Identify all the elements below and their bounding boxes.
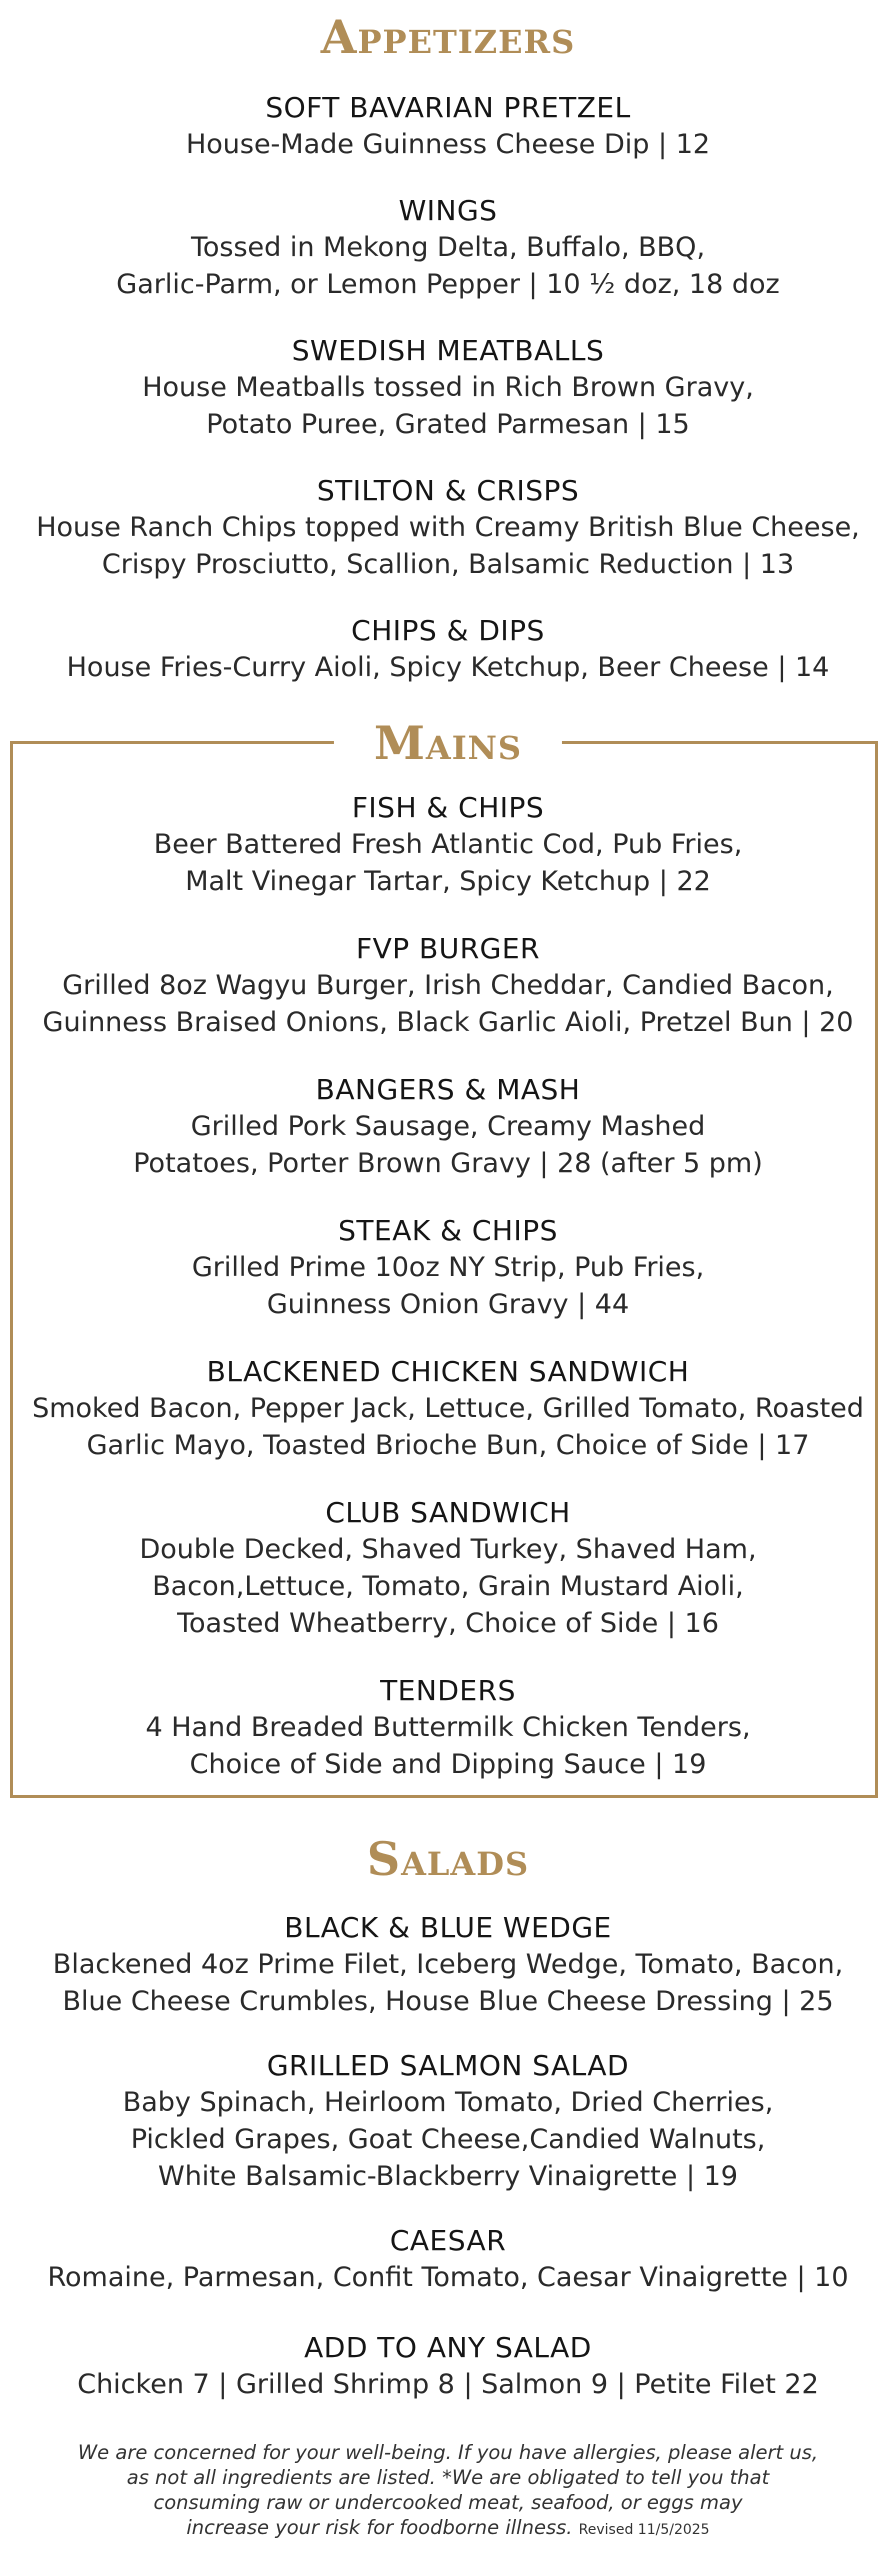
menu-item-black-blue-wedge	[0, 1910, 896, 2020]
item-name: BLACKENED CHICKEN SANDWICH	[206, 1355, 690, 1388]
appetizers-heading: Appetizers	[320, 10, 576, 64]
disclaimer-line: as not all ingredients are listed. *We are obligated to tell you that	[126, 2466, 770, 2489]
item-description: Grilled 8oz Wagyu Burger, Irish Cheddar, Candied Bacon,	[62, 970, 834, 1001]
item-description: Blackened 4oz Prime Filet, Iceberg Wedge, Tomato, Bacon,	[52, 1949, 844, 1980]
menu-item-caesar	[0, 2223, 896, 2296]
disclaimer-line-last	[0, 2515, 896, 2543]
item-name: TENDERS	[380, 1674, 516, 1707]
item-description: House Fries-Curry Aioli, Spicy Ketchup, Beer Cheese | 14	[66, 652, 830, 683]
salads-heading: Salads	[366, 1832, 530, 1886]
item-description: Beer Battered Fresh Atlantic Cod, Pub Fries,	[153, 829, 743, 860]
item-description: Grilled Prime 10oz NY Strip, Pub Fries,	[191, 1252, 705, 1283]
item-name: ADD TO ANY SALAD	[304, 2331, 592, 2364]
item-description: House Meatballs tossed in Rich Brown Gravy,	[142, 372, 754, 403]
item-description: Pickled Grapes, Goat Cheese,Candied Walnuts,	[130, 2124, 766, 2155]
item-description: Garlic-Parm, or Lemon Pepper | 10 ½ doz, 18 doz	[116, 269, 780, 300]
item-name: CAESAR	[389, 2224, 507, 2257]
item-name: BANGERS & MASH	[315, 1073, 581, 1106]
item-description: Baby Spinach, Heirloom Tomato, Dried Cherries,	[122, 2087, 774, 2118]
menu-item-fish-chips	[0, 790, 896, 900]
disclaimer-line: consuming raw or undercooked meat, seafood, or eggs may	[153, 2491, 743, 2514]
item-description: Smoked Bacon, Pepper Jack, Lettuce, Grilled Tomato, Roasted	[32, 1393, 864, 1424]
item-description: Grilled Pork Sausage, Creamy Mashed	[190, 1111, 706, 1142]
item-description: Toasted Wheatberry, Choice of Side | 16	[177, 1608, 719, 1639]
menu-item-wings	[0, 193, 896, 303]
item-description: Malt Vinegar Tartar, Spicy Ketchup | 22	[185, 866, 711, 897]
item-description: Guinness Braised Onions, Black Garlic Aioli, Pretzel Bun | 20	[42, 1007, 854, 1038]
item-description: Choice of Side and Dipping Sauce | 19	[189, 1749, 707, 1780]
menu-item-club-sandwich	[0, 1495, 896, 1642]
item-description: Blue Cheese Crumbles, House Blue Cheese Dressing | 25	[62, 1986, 834, 2017]
item-description: Potato Puree, Grated Parmesan | 15	[206, 409, 690, 440]
menu-item-grilled-salmon-salad	[0, 2048, 896, 2195]
item-description: White Balsamic-Blackberry Vinaigrette | 19	[158, 2161, 738, 2192]
item-name: STEAK & CHIPS	[338, 1214, 558, 1247]
item-description: House Ranch Chips topped with Creamy British Blue Cheese,	[36, 512, 860, 543]
item-name: WINGS	[398, 194, 498, 227]
item-description: Potatoes, Porter Brown Gravy | 28 (after 5 pm)	[133, 1148, 763, 1179]
item-name: CHIPS & DIPS	[351, 614, 545, 647]
item-description: Guinness Onion Gravy | 44	[266, 1289, 630, 1320]
item-description: Tossed in Mekong Delta, Buffalo, BBQ,	[190, 232, 706, 263]
item-name: FVP BURGER	[355, 932, 541, 965]
item-name: GRILLED SALMON SALAD	[266, 2049, 630, 2082]
mains-section	[0, 790, 896, 1814]
item-name: SWEDISH MEATBALLS	[291, 334, 605, 367]
menu-item-fvp-burger	[0, 931, 896, 1041]
menu-item-bangers-mash	[0, 1072, 896, 1182]
menu-item-soft-bavarian-pretzel	[0, 90, 896, 163]
revised-date: Revised 11/5/2025	[578, 2522, 710, 2538]
mains-heading: Mains	[334, 720, 562, 766]
allergy-disclaimer	[0, 2440, 896, 2543]
menu-item-stilton-crisps	[0, 473, 896, 583]
item-description: House-Made Guinness Cheese Dip | 12	[185, 129, 711, 160]
item-name: STILTON & CRISPS	[316, 474, 580, 507]
item-name: FISH & CHIPS	[351, 791, 545, 824]
disclaimer-line: We are concerned for your well-being. If you have allergies, please alert us,	[77, 2441, 819, 2464]
menu-item-chips-dips	[0, 613, 896, 686]
appetizers-section	[0, 90, 896, 716]
item-name: CLUB SANDWICH	[325, 1496, 571, 1529]
item-description: Bacon,Lettuce, Tomato, Grain Mustard Aioli,	[152, 1571, 744, 1602]
item-description: Garlic Mayo, Toasted Brioche Bun, Choice of Side | 17	[86, 1430, 810, 1461]
menu-item-tenders	[0, 1673, 896, 1783]
menu-item-swedish-meatballs	[0, 333, 896, 443]
item-description: Crispy Prosciutto, Scallion, Balsamic Reduction | 13	[101, 549, 795, 580]
menu-item-steak-chips	[0, 1213, 896, 1323]
item-name: BLACK & BLUE WEDGE	[284, 1911, 612, 1944]
salads-section	[0, 1910, 896, 2324]
add-to-salad-section	[0, 2330, 896, 2403]
disclaimer-line: increase your risk for foodborne illness.	[186, 2516, 573, 2539]
item-description: Romaine, Parmesan, Confit Tomato, Caesar Vinaigrette | 10	[47, 2262, 849, 2293]
item-description: 4 Hand Breaded Buttermilk Chicken Tenders,	[145, 1712, 751, 1743]
item-description: Double Decked, Shaved Turkey, Shaved Ham,	[139, 1534, 757, 1565]
addon-prices: Chicken 7 | Grilled Shrimp 8 | Salmon 9 | Petite Filet 22	[77, 2369, 819, 2400]
menu-item-blackened-chicken-sandwich	[0, 1354, 896, 1464]
item-name: SOFT BAVARIAN PRETZEL	[265, 91, 631, 124]
